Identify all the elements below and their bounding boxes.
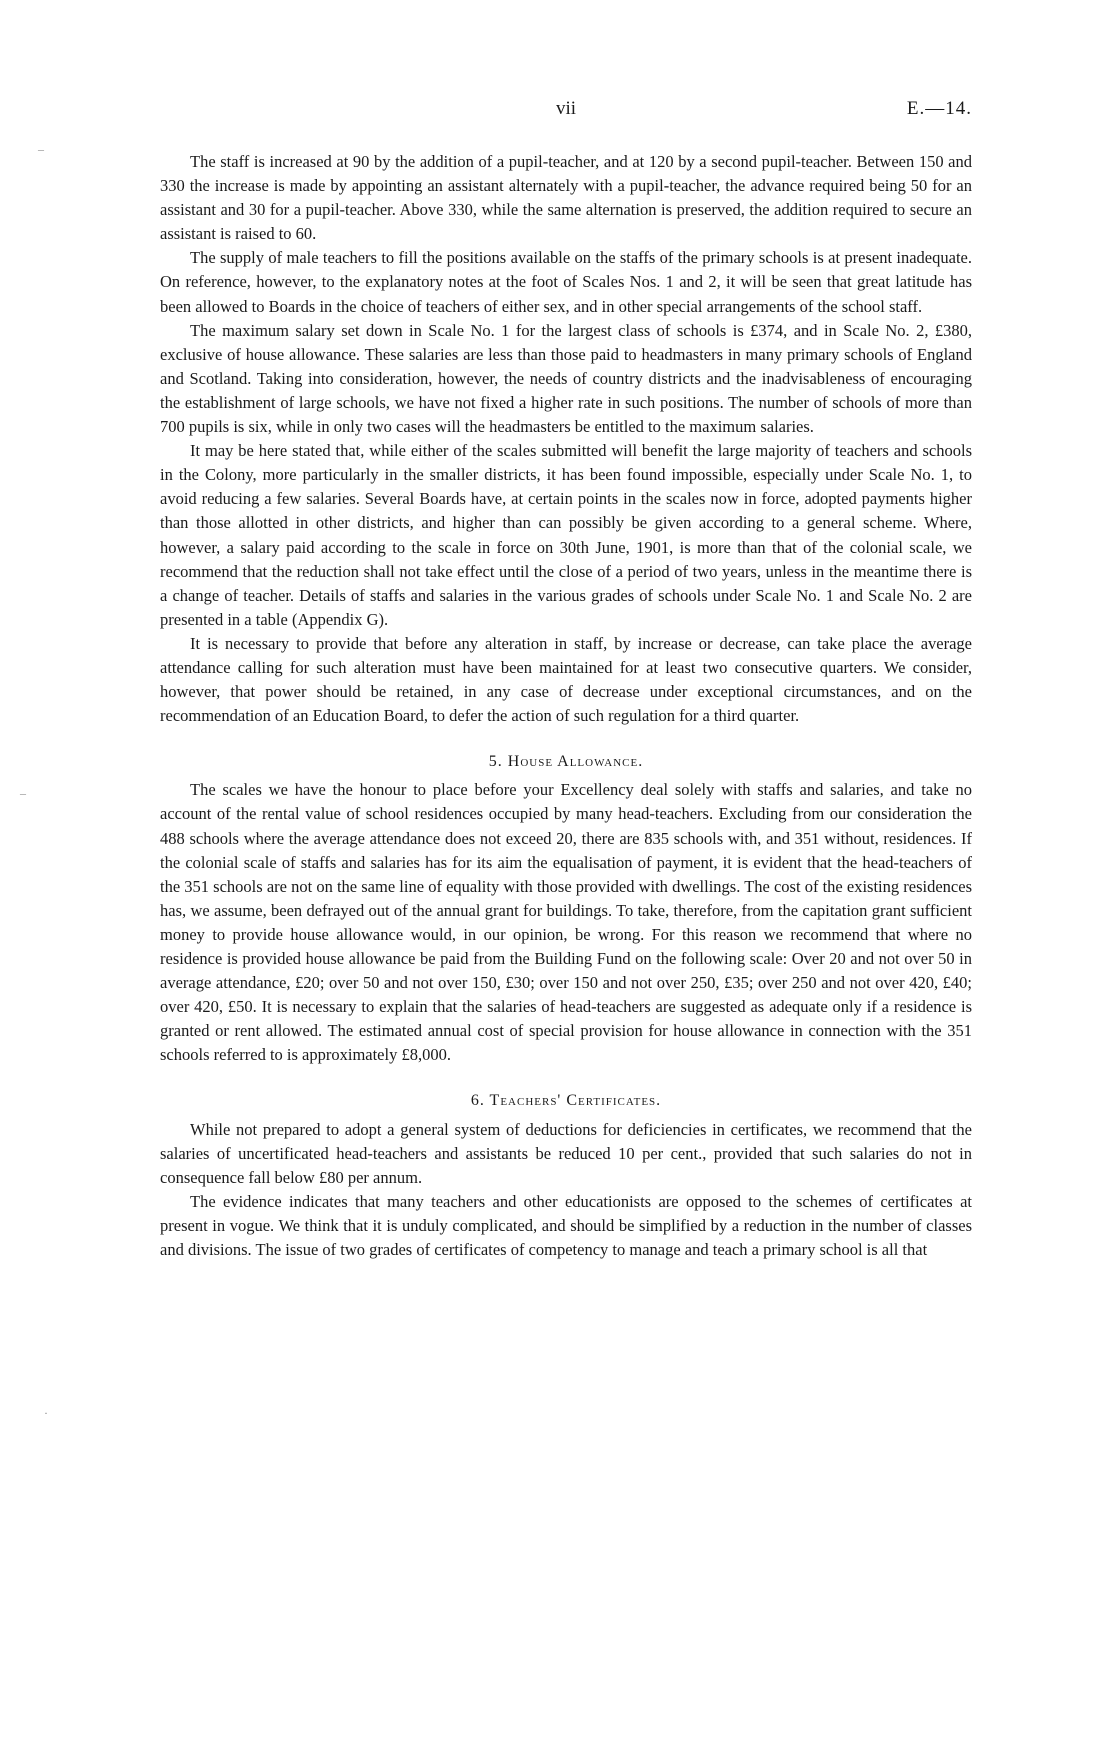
document-body <box>160 150 972 1262</box>
paragraph: The scales we have the honour to place before your Excellency deal solely with staffs and salaries, and take no account of the rental value of school residences occupied by many head-teachers. Excluding from our consideration the 488 schools where the average attendance does not exceed 20, there are 835 schools with, and 351 without, residences. If the colonial scale of staffs and salaries has for its aim the equalisation of payment, it is evident that the head-teachers of the 351 schools are not on the same line of equality with those provided with dwellings. The cost of the existing residences has, we assume, been defrayed out of the annual grant for buildings. To take, therefore, from the capitation grant sufficient money to provide house allowance would, in our opinion, be wrong. For this reason we recommend that where no residence is provided house allowance be paid from the Building Fund on the following scale: Over 20 and not over 50 in average attendance, £20; over 50 and not over 150, £30; over 150 and not over 250, £35; over 250 and not over 420, £40; over 420, £50. It is necessary to explain that the salaries of head-teachers are suggested as adequate only if a residence is granted or rent allowed. The estimated annual cost of special provision for house allowance in connection with the 351 schools referred to is approximately £8,000. <box>160 780 972 1065</box>
paragraph: While not prepared to adopt a general system of deductions for deficiencies in certificates, we recommend that the salaries of uncertificated head-teachers and assistants be reduced 10 per cent., provided that such salaries do not in consequence fall below £80 per annum. <box>160 1119 972 1187</box>
paragraph: The evidence indicates that many teachers and other educationists are opposed to the schemes of certificates at present in vogue. We think that it is unduly complicated, and should be simplified by a reduction in the number of classes and divisions. The issue of two grades of certificates of competency to manage and teach a primary school is all that <box>160 1191 972 1260</box>
section-heading: 6. Teachers' Certificates. <box>470 1092 662 1110</box>
section-house-allowance <box>160 750 972 1067</box>
margin-mark: · <box>44 1406 48 1420</box>
margin-mark: – <box>38 142 44 156</box>
paragraph: The staff is increased at 90 by the addition of a pupil-teacher, and at 120 by a second pupil-teacher. Between 150 and 330 the increase is made by appointing an assistant alternately with a pupil-teacher, the advance required being 50 for an assistant and 30 for a pupil-teacher. Above 330, while the same alternation is preserved, the addition required to secure an assistant is raised to 60. <box>160 152 972 244</box>
paragraph: It may be here stated that, while either of the scales submitted will benefit the large majority of teachers and schools in the Colony, more particularly in the smaller districts, it has been found impossible, especially under Scale No. 1, to avoid reducing a few salaries. Several Boards have, at certain points in the scales now in force, adopted payments higher than those allotted in other districts, and higher than can possibly be given according to a general scheme. Where, however, a salary paid according to the scale in force on 30th June, 1901, is more than that of the colonial scale, we recommend that the reduction shall not take effect until the close of a period of two years, unless in the meantime there is a change of teacher. Details of staffs and salaries in the various grades of schools under Scale No. 1 and Scale No. 2 are presented in a table (Appendix G). <box>160 441 972 629</box>
page-header <box>160 98 972 128</box>
paragraph: It is necessary to provide that before any alteration in staff, by increase or decrease, can take place the average attendance calling for such alteration must have been maintained for at least two consecutive quarters. We consider, however, that power should be retained, in any case of decrease under exceptional circumstances, and on the recommendation of an Education Board, to defer the action of such regulation for a third quarter. <box>160 633 972 726</box>
section-staffing <box>160 150 972 728</box>
paragraph: The maximum salary set down in Scale No. 1 for the largest class of schools is £374, and in Scale No. 2, £380, exclusive of house allowance. These salaries are less than those paid to headmasters in many primary schools of England and Scotland. Taking into consideration, however, the needs of country districts and the inadvisableness of encouraging the establishment of large schools, we have not fixed a higher rate in such positions. The number of schools of more than 700 pupils is six, while in only two cases will the headmasters be entitled to the maximum salaries. <box>160 320 972 437</box>
section-teachers-certificates <box>160 1089 972 1262</box>
section-heading: 5. House Allowance. <box>488 753 644 771</box>
page-number: vii <box>555 98 577 119</box>
document-reference: E.—14. <box>906 98 972 119</box>
paragraph: The supply of male teachers to fill the positions available on the staffs of the primary schools is at present inadequate. On reference, however, to the explanatory notes at the foot of Scales Nos. 1 and 2, it will be seen that great latitude has been allowed to Boards in the choice of teachers of either sex, and in other special arrangements of the school staff. <box>160 248 972 316</box>
margin-mark: – <box>20 786 26 800</box>
